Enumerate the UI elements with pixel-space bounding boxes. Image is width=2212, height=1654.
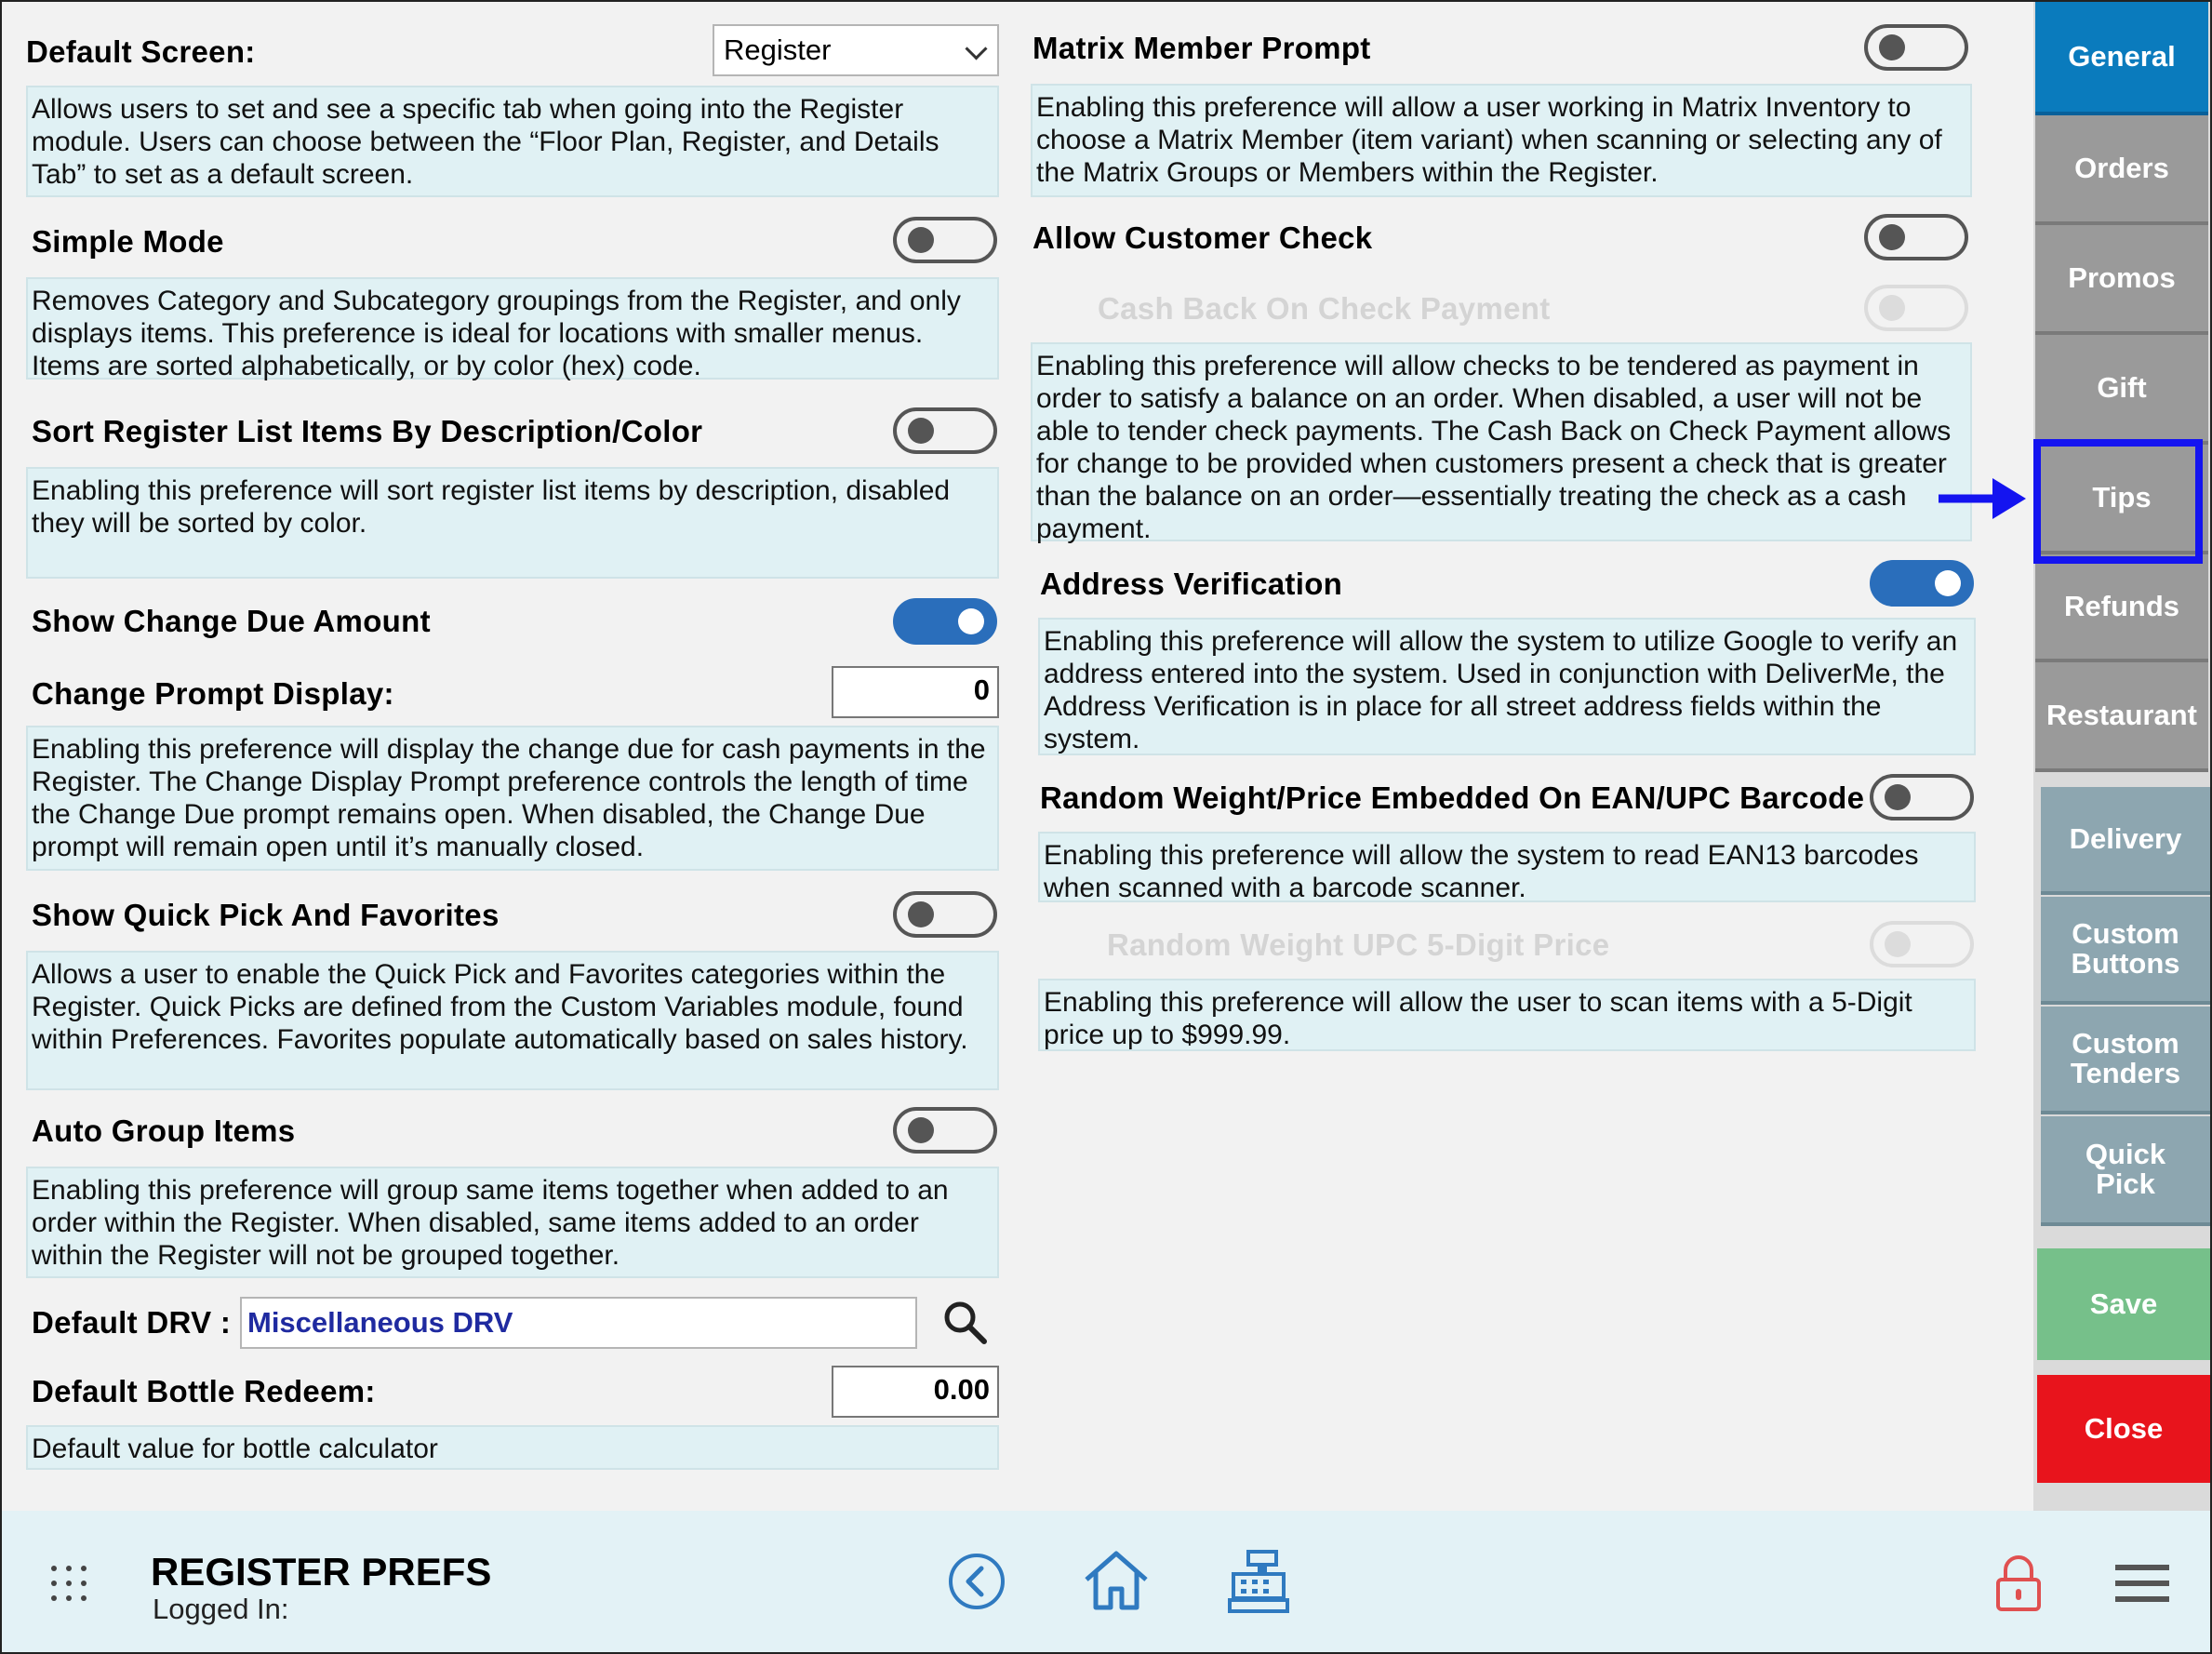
category-sidebar bbox=[2033, 2, 2210, 1511]
matrix-prompt-toggle[interactable] bbox=[1864, 24, 1968, 71]
random-upc-toggle[interactable] bbox=[1870, 921, 1974, 967]
cash-back-toggle[interactable] bbox=[1864, 285, 1968, 331]
tab-promos[interactable]: Promos bbox=[2035, 225, 2208, 335]
tab-restaurant[interactable]: Restaurant bbox=[2035, 662, 2208, 772]
cash-register-icon[interactable] bbox=[1228, 1548, 1289, 1613]
save-button[interactable]: Save bbox=[2037, 1248, 2210, 1360]
preferences-panel bbox=[2, 2, 2033, 1511]
page-title: REGISTER PREFS bbox=[151, 1550, 492, 1594]
logged-in-label: Logged In: bbox=[153, 1593, 289, 1625]
tab-gift[interactable]: Gift bbox=[2035, 335, 2208, 445]
lock-icon[interactable] bbox=[1994, 1554, 2043, 1613]
quick-pick-favorites-description: Allows a user to enable the Quick Pick and Favorites categories within the Register. Quick Picks are defined from the Custom Variables module, found within Preferences. Favorites populate automatically based on sales history. bbox=[26, 951, 999, 1090]
back-icon[interactable] bbox=[947, 1552, 1006, 1611]
sort-register-description: Enabling this preference will sort register list items by description, disabled they will be sorted by color. bbox=[26, 467, 999, 579]
change-prompt-description: Enabling this preference will display the change due for cash payments in the Register. The Change Display Prompt preference controls the length of time the Change Due prompt remains open. When disabled, the Change Due prompt will remain open until it’s manually closed. bbox=[26, 726, 999, 871]
close-button[interactable]: Close bbox=[2037, 1375, 2210, 1483]
cash-back-description: Enabling this preference will allow checks to be tendered as payment in order to satisfy a balance on an order. When disabled, a user will not be able to tender check payments. The Cash Back on Check Payment allows for change to be provided when customers present a check that is greater than the balance on an order—essentially treating the check as a cash payment. bbox=[1031, 342, 1972, 541]
matrix-prompt-label: Matrix Member Prompt bbox=[1033, 31, 1371, 65]
search-icon[interactable] bbox=[941, 1299, 990, 1347]
simple-mode-toggle[interactable] bbox=[893, 217, 997, 263]
simple-mode-description: Removes Category and Subcategory groupings from the Register, and only displays items. This preference is ideal for locations with smaller menus. Items are sorted alphabetically, or by color (hex) code. bbox=[26, 277, 999, 380]
tab-quick-pick[interactable]: Quick Pick bbox=[2041, 1116, 2210, 1226]
menu-icon[interactable] bbox=[2115, 1563, 2169, 1604]
customer-check-toggle[interactable] bbox=[1864, 214, 1968, 260]
address-verification-label: Address Verification bbox=[1040, 567, 1343, 601]
show-change-due-toggle[interactable] bbox=[893, 598, 997, 645]
tab-tips[interactable]: Tips bbox=[2035, 445, 2208, 554]
customer-check-label: Allow Customer Check bbox=[1033, 220, 1373, 255]
random-weight-description: Enabling this preference will allow the system to read EAN13 barcodes when scanned with a barcode scanner. bbox=[1038, 832, 1976, 902]
show-change-due-label: Show Change Due Amount bbox=[32, 604, 431, 638]
auto-group-label: Auto Group Items bbox=[32, 1114, 296, 1148]
tab-custom-tenders[interactable]: Custom Tenders bbox=[2041, 1007, 2210, 1114]
sort-register-toggle[interactable] bbox=[893, 407, 997, 454]
default-screen-value: Register bbox=[724, 33, 832, 66]
bottom-bar bbox=[2, 1511, 2210, 1652]
tab-orders[interactable]: Orders bbox=[2035, 115, 2208, 225]
change-prompt-input[interactable]: 0 bbox=[832, 666, 999, 718]
bottle-redeem-description: Default value for bottle calculator bbox=[26, 1425, 999, 1470]
tab-delivery[interactable]: Delivery bbox=[2041, 787, 2210, 895]
random-upc-label: Random Weight UPC 5-Digit Price bbox=[1107, 927, 1610, 962]
default-screen-description: Allows users to set and see a specific tab when going into the Register module. Users can choose between the “Floor Plan, Register, and Details Tab” to set as a default screen. bbox=[26, 86, 999, 197]
tab-custom-buttons[interactable]: Custom Buttons bbox=[2041, 897, 2210, 1005]
change-prompt-label: Change Prompt Display: bbox=[32, 676, 394, 711]
home-icon[interactable] bbox=[1083, 1548, 1150, 1613]
matrix-prompt-description: Enabling this preference will allow a user working in Matrix Inventory to choose a Matrix Member (item variant) when scanning or selecting any of the Matrix Groups or Members within the Register. bbox=[1031, 84, 1972, 197]
cash-back-label: Cash Back On Check Payment bbox=[1098, 291, 1551, 326]
auto-group-description: Enabling this preference will group same items together when added to an order within the Register. When disabled, same items added to an order within the Register will not be grouped together. bbox=[26, 1167, 999, 1278]
arrow-right-icon bbox=[1935, 474, 2030, 523]
simple-mode-label: Simple Mode bbox=[32, 224, 224, 259]
chevron-down-icon bbox=[965, 37, 987, 60]
address-verification-toggle[interactable] bbox=[1870, 560, 1974, 607]
address-verification-description: Enabling this preference will allow the system to utilize Google to verify an address entered into the system. Used in conjunction with DeliverMe, the Address Verification is in place for all street address fields within the system. bbox=[1038, 618, 1976, 755]
apps-grid-icon[interactable] bbox=[48, 1563, 89, 1604]
random-upc-description: Enabling this preference will allow the user to scan items with a 5-Digit price up to $999.99. bbox=[1038, 979, 1976, 1051]
bottle-redeem-input[interactable]: 0.00 bbox=[832, 1366, 999, 1418]
default-screen-label: Default Screen: bbox=[26, 34, 256, 69]
random-weight-toggle[interactable] bbox=[1870, 774, 1974, 820]
tab-refunds[interactable]: Refunds bbox=[2035, 554, 2208, 662]
sort-register-label: Sort Register List Items By Description/Color bbox=[32, 414, 703, 448]
quick-pick-favorites-toggle[interactable] bbox=[893, 891, 997, 938]
tab-general[interactable]: General bbox=[2035, 2, 2208, 115]
auto-group-toggle[interactable] bbox=[893, 1107, 997, 1154]
default-drv-field[interactable]: Miscellaneous DRV bbox=[240, 1297, 917, 1349]
default-screen-select[interactable] bbox=[713, 24, 999, 76]
bottle-redeem-label: Default Bottle Redeem: bbox=[32, 1374, 376, 1408]
default-drv-label: Default DRV : bbox=[32, 1305, 232, 1340]
random-weight-label: Random Weight/Price Embedded On EAN/UPC Barcode bbox=[1040, 780, 1865, 815]
quick-pick-favorites-label: Show Quick Pick And Favorites bbox=[32, 898, 500, 932]
